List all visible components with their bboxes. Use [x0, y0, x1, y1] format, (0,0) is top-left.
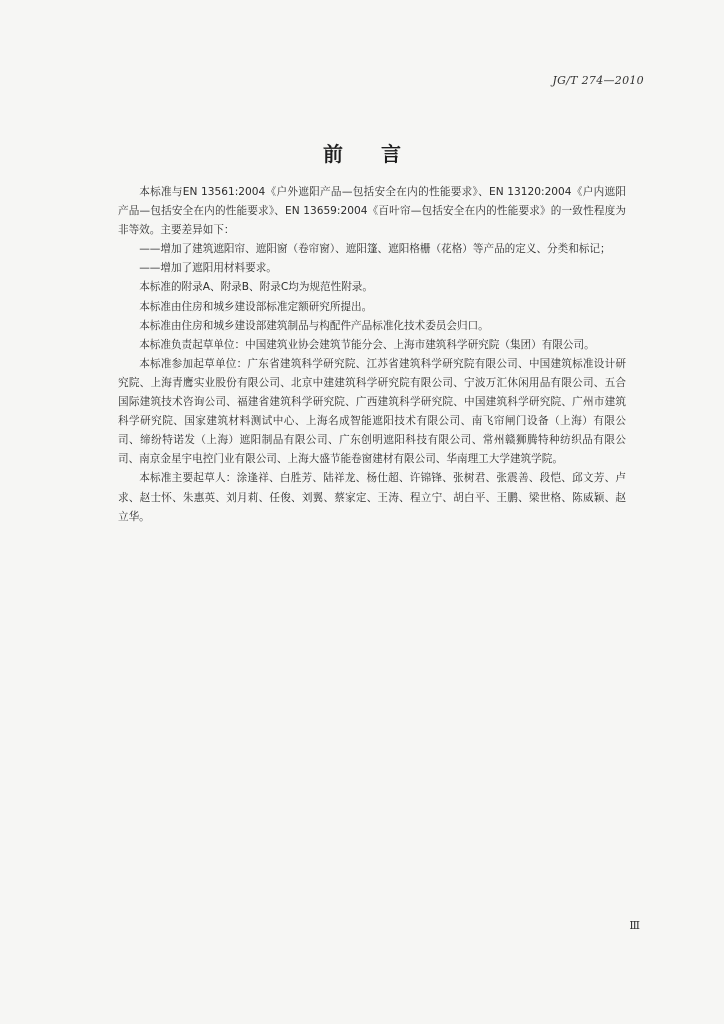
paragraph-difference-2: ——增加了遮阳用材料要求。	[139, 262, 277, 275]
paragraph-equivalence: 本标准与EN 13561:2004《户外遮阳产品—包括安全在内的性能要求》、EN 13120:2004《户内遮阳产品—包括安全在内的性能要求》、EN 13659:2004《百叶帘—包括安全在内的性能要求》的一致性程度为非等效。主要差异如下：	[118, 186, 626, 237]
page-title: 前言	[323, 142, 439, 166]
paragraph-proposed-by: 本标准由住房和城乡建设部标准定额研究所提出。	[139, 300, 373, 313]
paragraph-managed-by: 本标准由住房和城乡建设部建筑制品与构配件产品标准化技术委员会归口。	[139, 319, 489, 332]
page-number: Ⅲ	[629, 919, 640, 932]
paragraph-drafters: 本标准主要起草人：涂逢祥、白胜芳、陆祥龙、杨仕超、许锦锋、张树君、张震善、段恺、邱文芳、卢求、赵士怀、朱惠英、刘月莉、任俊、刘翼、蔡家定、王涛、程立宁、胡白平、王鹏、梁世格、陈威颖、赵立华。	[118, 472, 626, 523]
paragraph-participating-units: 本标准参加起草单位：广东省建筑科学研究院、江苏省建筑科学研究院有限公司、中国建筑标准设计研究院、上海青鹰实业股份有限公司、北京中建建筑科学研究院有限公司、宁波万汇休闲用品有限公司、五合国际建筑技术咨询公司、福建省建筑科学研究院、广西建筑科学研究院、中国建筑科学研究院、广州市建筑科学研究院、国家建筑材料测试中心、上海名成智能遮阳技术有限公司、南飞帘闸门设备（上海）有限公司、缔纷特诺发（上海）遮阳制品有限公司、广东创明遮阳科技有限公司、常州赣狮腾特种纺织品有限公司、南京金星宇电控门业有限公司、上海大盛节能卷窗建材有限公司、华南理工大学建筑学院。	[118, 357, 626, 466]
foreword-body	[118, 183, 626, 527]
paragraph-responsible-units: 本标准负责起草单位：中国建筑业协会建筑节能分会、上海市建筑科学研究院（集团）有限公司。	[139, 338, 595, 351]
standard-code: JG/T 274—2010	[552, 74, 644, 87]
paragraph-difference-1: ——增加了建筑遮阳帘、遮阳窗（卷帘窗）、遮阳篷、遮阳格栅（花格）等产品的定义、分类和标记；	[139, 243, 611, 256]
paragraph-annex: 本标准的附录A、附录B、附录C均为规范性附录。	[139, 281, 373, 294]
